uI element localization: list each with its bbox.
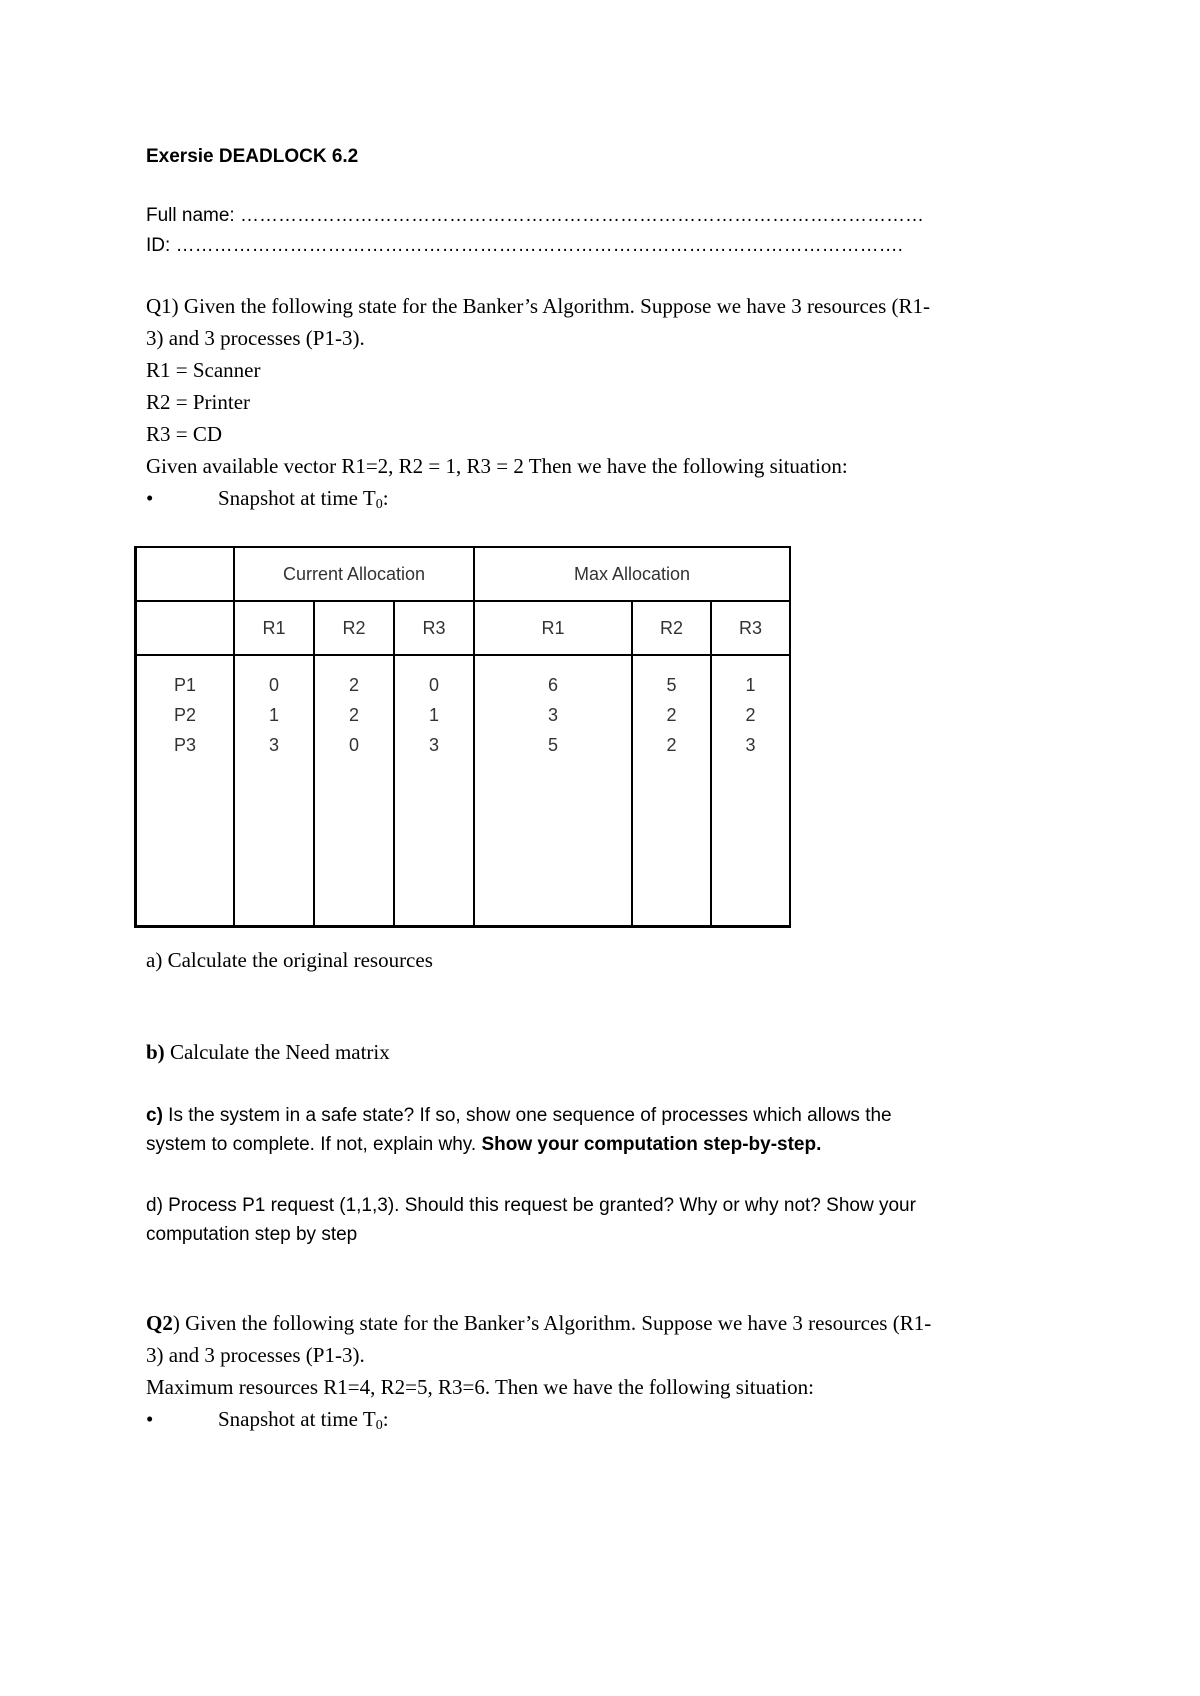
- max-allocation-header: Max Allocation: [474, 547, 790, 601]
- table-group-header-row: [136, 547, 791, 601]
- q2-line2: 3) and 3 processes (P1-3).: [146, 1343, 365, 1367]
- q1-line1: Q1) Given the following state for the Banker’s Algorithm. Suppose we have 3 resources (R1-: [146, 294, 931, 318]
- id-field: [146, 235, 903, 257]
- max-r2-column: [632, 655, 711, 927]
- q2-snapshot-subscript: 0: [375, 1418, 383, 1433]
- process-p3: P3: [173, 735, 197, 755]
- question-c-line1: [146, 1105, 892, 1127]
- q1-line2: 3) and 3 processes (P1-3).: [146, 326, 365, 350]
- full-name-label: Full name:: [146, 205, 235, 226]
- allocation-table: [134, 546, 791, 928]
- table-cell: 2: [666, 705, 677, 725]
- current-r2-header: R2: [314, 601, 394, 655]
- q1-snapshot-line: [0, 486, 1200, 516]
- table-cell: 3: [745, 735, 756, 755]
- current-allocation-header: Current Allocation: [234, 547, 474, 601]
- q2-line1-text: ) Given the following state for the Banker’s Algorithm. Suppose we have 3 resources (R1-: [172, 1311, 932, 1335]
- table-resource-header-row: [136, 601, 791, 655]
- q2-snapshot-line: [0, 1407, 1200, 1437]
- current-r2-column: [314, 655, 394, 927]
- question-c-text2: system to complete. If not, explain why.: [146, 1134, 482, 1155]
- table-cell: 1: [268, 705, 279, 725]
- q1-resource-r2: R2 = Printer: [146, 390, 251, 414]
- question-c-label: c): [146, 1105, 163, 1126]
- max-r3-header: R3: [711, 601, 790, 655]
- document-title: Exersie DEADLOCK 6.2: [146, 146, 359, 167]
- current-r3-column: [394, 655, 474, 927]
- question-b-label: b): [146, 1040, 165, 1064]
- question-b: [146, 1040, 390, 1065]
- question-d-line2: computation step by step: [146, 1224, 358, 1245]
- question-c-line2: [146, 1134, 821, 1156]
- q2-snapshot-colon: :: [382, 1407, 389, 1431]
- max-r2-header: R2: [632, 601, 711, 655]
- q1-resource-r1: R1 = Scanner: [146, 358, 261, 382]
- table-cell: 3: [547, 705, 558, 725]
- table-blank-cell: [136, 601, 235, 655]
- question-c-bold: Show your computation step-by-step.: [481, 1134, 822, 1155]
- table-cell: 2: [348, 675, 359, 695]
- full-name-field: [146, 205, 924, 227]
- full-name-dots: ………………………………………………………………………………………………: [239, 205, 924, 226]
- q2-snapshot-label: Snapshot at time T: [218, 1407, 376, 1431]
- process-column: [136, 655, 235, 927]
- bullet: •: [146, 1407, 154, 1431]
- table-cell: 6: [547, 675, 558, 695]
- process-p2: P2: [173, 705, 197, 725]
- question-a: a) Calculate the original resources: [146, 948, 433, 972]
- question-b-text: Calculate the Need matrix: [164, 1040, 390, 1064]
- q1-snapshot-colon: :: [382, 486, 389, 510]
- q1-snapshot-text: [218, 486, 389, 513]
- question-c-text: Is the system in a safe state? If so, show one sequence of processes which allows the: [162, 1105, 892, 1126]
- q1-available-vector: Given available vector R1=2, R2 = 1, R3 = 2 Then we have the following situation:: [146, 454, 848, 478]
- table-cell: 1: [745, 675, 756, 695]
- question-d-line1: d) Process P1 request (1,1,3). Should this request be granted? Why or why not? Show your: [146, 1195, 916, 1216]
- bullet: •: [146, 486, 154, 510]
- q1-resource-r3: R3 = CD: [146, 422, 223, 446]
- current-r3-header: R3: [394, 601, 474, 655]
- table-body-row: [136, 655, 791, 927]
- table-cell: 1: [428, 705, 439, 725]
- id-label: ID:: [146, 235, 171, 256]
- current-r1-column: [234, 655, 314, 927]
- table-cell: 3: [428, 735, 439, 755]
- q1-snapshot-label: Snapshot at time T: [218, 486, 376, 510]
- table-cell: 2: [666, 735, 677, 755]
- table-cell: 2: [348, 705, 359, 725]
- table-cell: 0: [348, 735, 359, 755]
- id-dots: …………………………………………………………………………………………………….: [175, 235, 903, 256]
- process-p1: P1: [173, 675, 197, 695]
- table-cell: 5: [547, 735, 558, 755]
- max-r1-header: R1: [474, 601, 632, 655]
- table-corner-cell: [136, 547, 235, 601]
- q2-maximum-resources: Maximum resources R1=4, R2=5, R3=6. Then we have the following situation:: [146, 1375, 814, 1399]
- table-cell: 5: [666, 675, 677, 695]
- q1-snapshot-subscript: 0: [375, 497, 383, 512]
- max-r1-column: [474, 655, 632, 927]
- current-r1-header: R1: [234, 601, 314, 655]
- table-cell: 3: [268, 735, 279, 755]
- table-cell: 0: [268, 675, 279, 695]
- table-cell: 2: [745, 705, 756, 725]
- table-cell: 0: [428, 675, 439, 695]
- q2-snapshot-text: [218, 1407, 389, 1434]
- q2-label: Q2: [146, 1311, 173, 1335]
- q2-line1: [146, 1311, 931, 1336]
- max-r3-column: [711, 655, 790, 927]
